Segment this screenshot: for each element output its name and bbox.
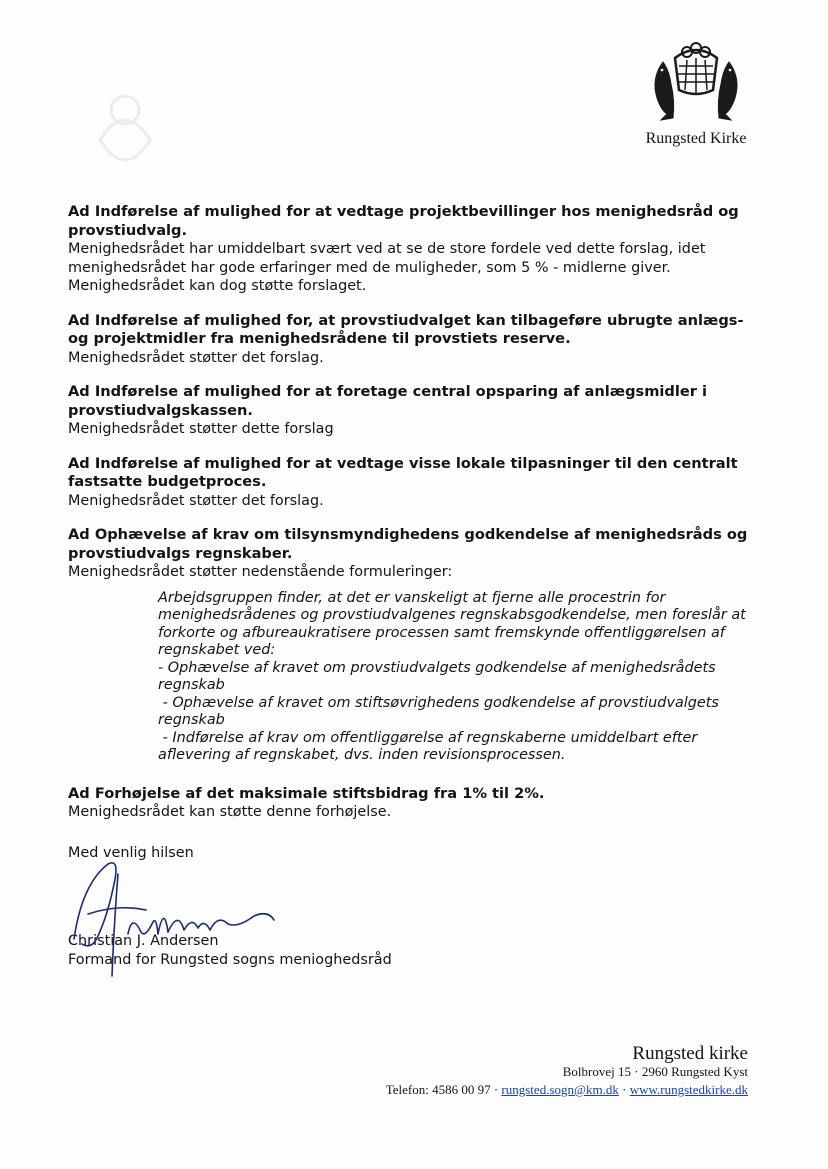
quote-bullet: - Ophævelse af kravet om provstiudvalgets godkendelse af menighedsrådets regnskab bbox=[158, 659, 716, 693]
section-body: Menighedsrådet støtter det forslag. bbox=[68, 349, 324, 366]
section-body: Menighedsrådet støtter dette forslag bbox=[68, 421, 334, 437]
signer-title: Formand for Rungsted sogns menioghedsråd bbox=[68, 951, 392, 968]
signature-area bbox=[68, 862, 748, 932]
footer-church-name: Rungsted kirke bbox=[632, 1043, 748, 1064]
letter-body bbox=[68, 203, 748, 969]
quote-paragraph: Arbejdsgruppen finder, at det er vanskeligt at fjerne alle procestrin for menighedsrådenes og provstiudvalgenes regnskabsgodkendelse, men foreslår at forkorte og afbureaukratisere processen samt fremskynde offentliggørelsen af regnskabet ved: bbox=[158, 589, 746, 658]
section-unused-funds bbox=[68, 312, 748, 368]
section-project-grants bbox=[68, 203, 748, 296]
quoted-proposal bbox=[158, 590, 748, 765]
church-logo bbox=[636, 40, 756, 148]
show-through-logo bbox=[70, 80, 180, 195]
section-heading: Ad Indførelse af mulighed for at vedtage visse lokale tilpasninger til den centralt fastsatte budgetproces. bbox=[68, 454, 738, 490]
section-diocese-contribution bbox=[68, 785, 748, 822]
section-accounts-approval bbox=[68, 526, 748, 765]
ghost-logo-icon bbox=[70, 80, 180, 190]
section-budget-adaptation bbox=[68, 455, 748, 511]
footer-email-link[interactable]: rungsted.sogn@km.dk bbox=[501, 1082, 619, 1097]
section-body: Menighedsrådet støtter det forslag. bbox=[68, 492, 324, 509]
section-heading: Ad Indførelse af mulighed for at foretage central opsparing af anlægsmidler i provstiudvalgskassen. bbox=[68, 383, 708, 419]
section-heading: Ad Indførelse af mulighed for at vedtage projektbevillinger hos menighedsråd og provstiudvalg. bbox=[68, 203, 739, 239]
footer-website-link[interactable]: www.rungstedkirke.dk bbox=[629, 1082, 748, 1097]
handwritten-signature bbox=[68, 844, 298, 984]
section-central-savings bbox=[68, 383, 748, 439]
logo-name: Rungsted Kirke bbox=[645, 130, 747, 147]
section-heading: Ad Ophævelse af krav om tilsynsmyndighedens godkendelse af menighedsråds og provstiudvalgs regnskaber. bbox=[68, 526, 748, 562]
quote-bullet: - Ophævelse af kravet om stiftsøvrighedens godkendelse af provstiudvalgets regnskab bbox=[158, 694, 724, 728]
section-body: Menighedsrådet kan støtte denne forhøjelse. bbox=[68, 804, 392, 820]
footer-address: Bolbrovej 15 · 2960 Rungsted Kyst bbox=[562, 1064, 748, 1079]
section-heading: Ad Forhøjelse af det maksimale stiftsbidrag fra 1% til 2%. bbox=[68, 784, 545, 802]
greeting: Med venlig hilsen bbox=[68, 844, 194, 861]
signer-name: Christian J. Andersen bbox=[68, 933, 219, 949]
fish-basket-icon bbox=[641, 40, 751, 122]
closing-block bbox=[68, 844, 748, 970]
quote-bullet: - Indførelse af krav om offentliggørelse af regnskaberne umiddelbart efter aflevering af regnskabet, dvs. inden revisionsprocessen. bbox=[158, 729, 702, 763]
section-body: Menighedsrådet støtter nedenstående formuleringer: bbox=[68, 564, 453, 580]
section-heading: Ad Indførelse af mulighed for, at provstiudvalget kan tilbageføre ubrugte anlægs- og projektmidler fra menighedsrådene til provstiets reserve. bbox=[68, 311, 744, 347]
footer-phone: Telefon: 4586 00 97 · bbox=[385, 1082, 499, 1097]
footer-separator: · bbox=[622, 1082, 627, 1097]
footer-contact bbox=[386, 1082, 748, 1098]
section-body: Menighedsrådet har umiddelbart svært ved at se de store fordele ved dette forslag, idet menighedsrådet har gode erfaringer med de muligheder, som 5 % - midlerne giver. Menighedsrådet kan dog støtte forslaget. bbox=[68, 241, 706, 294]
